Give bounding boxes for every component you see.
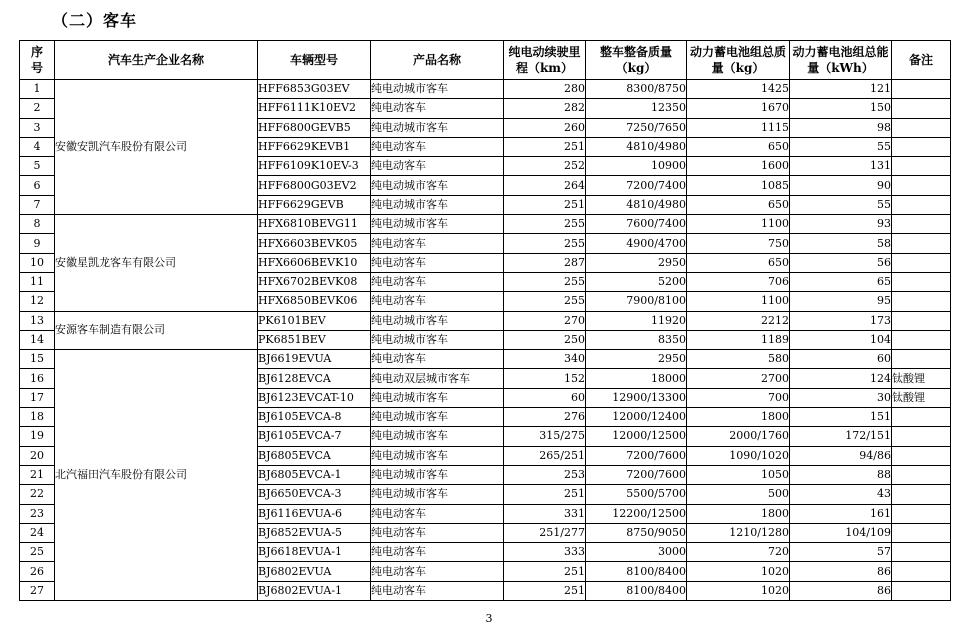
cell-company: 安源客车制造有限公司 [55, 311, 258, 350]
cell-mass: 5500/5700 [586, 485, 687, 504]
header-model: 车辆型号 [258, 41, 371, 80]
cell-battery-mass: 580 [687, 350, 790, 369]
cell-battery-mass: 1115 [687, 118, 790, 137]
cell-battery-energy: 95 [790, 292, 892, 311]
cell-battery-mass: 1210/1280 [687, 523, 790, 542]
cell-battery-energy: 131 [790, 157, 892, 176]
vehicle-table [19, 40, 951, 601]
cell-range: 255 [504, 215, 586, 234]
cell-seq: 8 [20, 215, 55, 234]
cell-mass: 4810/4980 [586, 195, 687, 214]
table-row [20, 80, 951, 99]
cell-model: BJ6128EVCA [258, 369, 371, 388]
cell-model: HFF6629GEVB [258, 195, 371, 214]
cell-mass: 12900/13300 [586, 388, 687, 407]
cell-company: 安徽星凯龙客车有限公司 [55, 215, 258, 311]
cell-battery-mass: 750 [687, 234, 790, 253]
cell-battery-mass: 2000/1760 [687, 427, 790, 446]
cell-product: 纯电动城市客车 [371, 330, 504, 349]
cell-battery-energy: 173 [790, 311, 892, 330]
cell-note [892, 215, 951, 234]
cell-battery-mass: 1670 [687, 99, 790, 118]
cell-note [892, 581, 951, 600]
cell-mass: 7250/7650 [586, 118, 687, 137]
cell-battery-energy: 57 [790, 543, 892, 562]
cell-note [892, 292, 951, 311]
cell-mass: 18000 [586, 369, 687, 388]
cell-product: 纯电动客车 [371, 504, 504, 523]
cell-battery-energy: 60 [790, 350, 892, 369]
cell-seq: 26 [20, 562, 55, 581]
cell-note [892, 157, 951, 176]
cell-range: 253 [504, 465, 586, 484]
cell-range: 282 [504, 99, 586, 118]
cell-product: 纯电动客车 [371, 562, 504, 581]
cell-mass: 8100/8400 [586, 581, 687, 600]
cell-seq: 16 [20, 369, 55, 388]
cell-product: 纯电动城市客车 [371, 195, 504, 214]
cell-product: 纯电动客车 [371, 350, 504, 369]
header-note: 备注 [892, 41, 951, 80]
cell-product: 纯电动客车 [371, 581, 504, 600]
cell-product: 纯电动城市客车 [371, 446, 504, 465]
cell-range: 270 [504, 311, 586, 330]
cell-seq: 18 [20, 408, 55, 427]
cell-model: BJ6105EVCA-8 [258, 408, 371, 427]
cell-note [892, 562, 951, 581]
cell-product: 纯电动城市客车 [371, 80, 504, 99]
cell-company: 北汽福田汽车股份有限公司 [55, 350, 258, 601]
cell-battery-mass: 1600 [687, 157, 790, 176]
cell-note [892, 99, 951, 118]
header-seq: 序号 [20, 41, 55, 80]
cell-mass: 12350 [586, 99, 687, 118]
cell-mass: 7200/7400 [586, 176, 687, 195]
cell-mass: 8350 [586, 330, 687, 349]
cell-battery-energy: 172/151 [790, 427, 892, 446]
cell-mass: 8750/9050 [586, 523, 687, 542]
cell-note [892, 523, 951, 542]
cell-battery-energy: 86 [790, 562, 892, 581]
cell-range: 280 [504, 80, 586, 99]
cell-battery-energy: 124 [790, 369, 892, 388]
cell-mass: 7600/7400 [586, 215, 687, 234]
header-product: 产品名称 [371, 41, 504, 80]
cell-battery-energy: 150 [790, 99, 892, 118]
cell-range: 255 [504, 292, 586, 311]
cell-product: 纯电动客车 [371, 523, 504, 542]
cell-seq: 7 [20, 195, 55, 214]
cell-range: 315/275 [504, 427, 586, 446]
cell-product: 纯电动城市客车 [371, 176, 504, 195]
cell-seq: 4 [20, 137, 55, 156]
cell-model: BJ6123EVCAT-10 [258, 388, 371, 407]
cell-battery-energy: 90 [790, 176, 892, 195]
cell-seq: 24 [20, 523, 55, 542]
cell-range: 265/251 [504, 446, 586, 465]
cell-battery-energy: 93 [790, 215, 892, 234]
cell-note: 钛酸锂 [892, 388, 951, 407]
cell-model: BJ6805EVCA-1 [258, 465, 371, 484]
cell-range: 251 [504, 562, 586, 581]
cell-battery-mass: 1090/1020 [687, 446, 790, 465]
cell-battery-mass: 1050 [687, 465, 790, 484]
section-title: （二）客车 [52, 11, 138, 30]
cell-range: 255 [504, 234, 586, 253]
cell-battery-energy: 88 [790, 465, 892, 484]
cell-mass: 12200/12500 [586, 504, 687, 523]
cell-mass: 3000 [586, 543, 687, 562]
cell-battery-mass: 1100 [687, 215, 790, 234]
cell-battery-mass: 650 [687, 253, 790, 272]
cell-range: 60 [504, 388, 586, 407]
cell-model: HFF6800G03EV2 [258, 176, 371, 195]
cell-seq: 17 [20, 388, 55, 407]
cell-mass: 8100/8400 [586, 562, 687, 581]
cell-battery-energy: 151 [790, 408, 892, 427]
cell-model: PK6101BEV [258, 311, 371, 330]
cell-model: HFF6109K10EV-3 [258, 157, 371, 176]
header-mass: 整车整备质量（kg） [586, 41, 687, 80]
cell-product: 纯电动客车 [371, 272, 504, 291]
cell-range: 251 [504, 195, 586, 214]
cell-model: HFX6810BEVG11 [258, 215, 371, 234]
cell-mass: 4900/4700 [586, 234, 687, 253]
cell-battery-energy: 121 [790, 80, 892, 99]
cell-battery-energy: 30 [790, 388, 892, 407]
cell-model: HFF6853G03EV [258, 80, 371, 99]
cell-product: 纯电动客车 [371, 99, 504, 118]
cell-seq: 23 [20, 504, 55, 523]
cell-range: 255 [504, 272, 586, 291]
header-battery-mass: 动力蓄电池组总质量（kg） [687, 41, 790, 80]
cell-note [892, 350, 951, 369]
cell-mass: 5200 [586, 272, 687, 291]
cell-mass: 2950 [586, 253, 687, 272]
cell-note [892, 446, 951, 465]
cell-battery-mass: 1020 [687, 581, 790, 600]
table-row [20, 311, 951, 330]
cell-note [892, 272, 951, 291]
cell-battery-energy: 94/86 [790, 446, 892, 465]
cell-model: HFX6702BEVK08 [258, 272, 371, 291]
cell-model: BJ6650EVCA-3 [258, 485, 371, 504]
cell-mass: 7200/7600 [586, 446, 687, 465]
cell-range: 250 [504, 330, 586, 349]
cell-product: 纯电动城市客车 [371, 465, 504, 484]
cell-product: 纯电动客车 [371, 234, 504, 253]
cell-battery-mass: 700 [687, 388, 790, 407]
cell-mass: 8300/8750 [586, 80, 687, 99]
cell-battery-energy: 65 [790, 272, 892, 291]
cell-range: 251/277 [504, 523, 586, 542]
cell-battery-energy: 104 [790, 330, 892, 349]
cell-product: 纯电动城市客车 [371, 408, 504, 427]
cell-battery-energy: 58 [790, 234, 892, 253]
cell-range: 333 [504, 543, 586, 562]
cell-model: HFX6603BEVK05 [258, 234, 371, 253]
cell-seq: 27 [20, 581, 55, 600]
cell-mass: 2950 [586, 350, 687, 369]
cell-range: 287 [504, 253, 586, 272]
cell-note [892, 253, 951, 272]
cell-battery-mass: 1189 [687, 330, 790, 349]
cell-note [892, 485, 951, 504]
cell-model: HFX6606BEVK10 [258, 253, 371, 272]
cell-model: BJ6802EVUA [258, 562, 371, 581]
cell-note [892, 176, 951, 195]
cell-product: 纯电动城市客车 [371, 388, 504, 407]
cell-note [892, 195, 951, 214]
cell-range: 252 [504, 157, 586, 176]
header-battery-energy: 动力蓄电池组总能量（kWh） [790, 41, 892, 80]
cell-battery-mass: 2700 [687, 369, 790, 388]
cell-seq: 10 [20, 253, 55, 272]
cell-product: 纯电动双层城市客车 [371, 369, 504, 388]
cell-mass: 12000/12500 [586, 427, 687, 446]
cell-seq: 2 [20, 99, 55, 118]
cell-battery-mass: 720 [687, 543, 790, 562]
cell-battery-mass: 650 [687, 195, 790, 214]
cell-note [892, 234, 951, 253]
cell-battery-energy: 161 [790, 504, 892, 523]
table-header-row [20, 41, 951, 80]
table-body [20, 80, 951, 601]
cell-company: 安徽安凯汽车股份有限公司 [55, 80, 258, 215]
cell-product: 纯电动城市客车 [371, 311, 504, 330]
cell-model: BJ6116EVUA-6 [258, 504, 371, 523]
cell-product: 纯电动客车 [371, 292, 504, 311]
cell-seq: 6 [20, 176, 55, 195]
cell-range: 340 [504, 350, 586, 369]
cell-seq: 21 [20, 465, 55, 484]
page-number: 3 [485, 612, 493, 625]
cell-battery-energy: 55 [790, 195, 892, 214]
cell-note [892, 543, 951, 562]
cell-note [892, 330, 951, 349]
cell-battery-energy: 104/109 [790, 523, 892, 542]
table-row [20, 350, 951, 369]
cell-product: 纯电动客车 [371, 137, 504, 156]
cell-range: 251 [504, 581, 586, 600]
cell-product: 纯电动城市客车 [371, 427, 504, 446]
cell-seq: 14 [20, 330, 55, 349]
cell-note [892, 465, 951, 484]
cell-seq: 3 [20, 118, 55, 137]
cell-seq: 20 [20, 446, 55, 465]
cell-model: HFF6800GEVB5 [258, 118, 371, 137]
cell-range: 276 [504, 408, 586, 427]
cell-product: 纯电动城市客车 [371, 118, 504, 137]
cell-model: BJ6805EVCA [258, 446, 371, 465]
header-company: 汽车生产企业名称 [55, 41, 258, 80]
cell-battery-mass: 1800 [687, 504, 790, 523]
cell-note [892, 137, 951, 156]
cell-mass: 12000/12400 [586, 408, 687, 427]
header-range: 纯电动续驶里程（km） [504, 41, 586, 80]
cell-mass: 7900/8100 [586, 292, 687, 311]
cell-range: 260 [504, 118, 586, 137]
cell-battery-mass: 1100 [687, 292, 790, 311]
cell-model: BJ6619EVUA [258, 350, 371, 369]
cell-model: PK6851BEV [258, 330, 371, 349]
cell-note [892, 80, 951, 99]
cell-model: HFX6850BEVK06 [258, 292, 371, 311]
cell-battery-mass: 1020 [687, 562, 790, 581]
cell-battery-energy: 55 [790, 137, 892, 156]
cell-seq: 11 [20, 272, 55, 291]
cell-battery-mass: 1425 [687, 80, 790, 99]
cell-model: HFF6111K10EV2 [258, 99, 371, 118]
cell-seq: 13 [20, 311, 55, 330]
cell-model: HFF6629KEVB1 [258, 137, 371, 156]
cell-range: 331 [504, 504, 586, 523]
cell-mass: 4810/4980 [586, 137, 687, 156]
cell-battery-mass: 650 [687, 137, 790, 156]
cell-seq: 5 [20, 157, 55, 176]
cell-seq: 25 [20, 543, 55, 562]
cell-range: 251 [504, 485, 586, 504]
cell-range: 251 [504, 137, 586, 156]
cell-battery-energy: 86 [790, 581, 892, 600]
cell-product: 纯电动客车 [371, 543, 504, 562]
cell-note [892, 504, 951, 523]
cell-battery-energy: 43 [790, 485, 892, 504]
cell-model: BJ6618EVUA-1 [258, 543, 371, 562]
cell-seq: 15 [20, 350, 55, 369]
cell-product: 纯电动客车 [371, 157, 504, 176]
cell-note [892, 427, 951, 446]
cell-note [892, 118, 951, 137]
table-row [20, 215, 951, 234]
cell-mass: 11920 [586, 311, 687, 330]
cell-note [892, 408, 951, 427]
cell-model: BJ6802EVUA-1 [258, 581, 371, 600]
cell-product: 纯电动客车 [371, 253, 504, 272]
cell-battery-energy: 56 [790, 253, 892, 272]
cell-range: 152 [504, 369, 586, 388]
cell-note: 钛酸锂 [892, 369, 951, 388]
cell-product: 纯电动城市客车 [371, 215, 504, 234]
cell-seq: 1 [20, 80, 55, 99]
cell-mass: 10900 [586, 157, 687, 176]
cell-battery-mass: 1800 [687, 408, 790, 427]
cell-battery-mass: 2212 [687, 311, 790, 330]
cell-battery-energy: 98 [790, 118, 892, 137]
cell-note [892, 311, 951, 330]
cell-model: BJ6852EVUA-5 [258, 523, 371, 542]
cell-product: 纯电动城市客车 [371, 485, 504, 504]
cell-seq: 9 [20, 234, 55, 253]
cell-seq: 12 [20, 292, 55, 311]
cell-battery-mass: 500 [687, 485, 790, 504]
cell-seq: 19 [20, 427, 55, 446]
cell-model: BJ6105EVCA-7 [258, 427, 371, 446]
cell-range: 264 [504, 176, 586, 195]
cell-battery-mass: 706 [687, 272, 790, 291]
cell-battery-mass: 1085 [687, 176, 790, 195]
cell-mass: 7200/7600 [586, 465, 687, 484]
cell-seq: 22 [20, 485, 55, 504]
